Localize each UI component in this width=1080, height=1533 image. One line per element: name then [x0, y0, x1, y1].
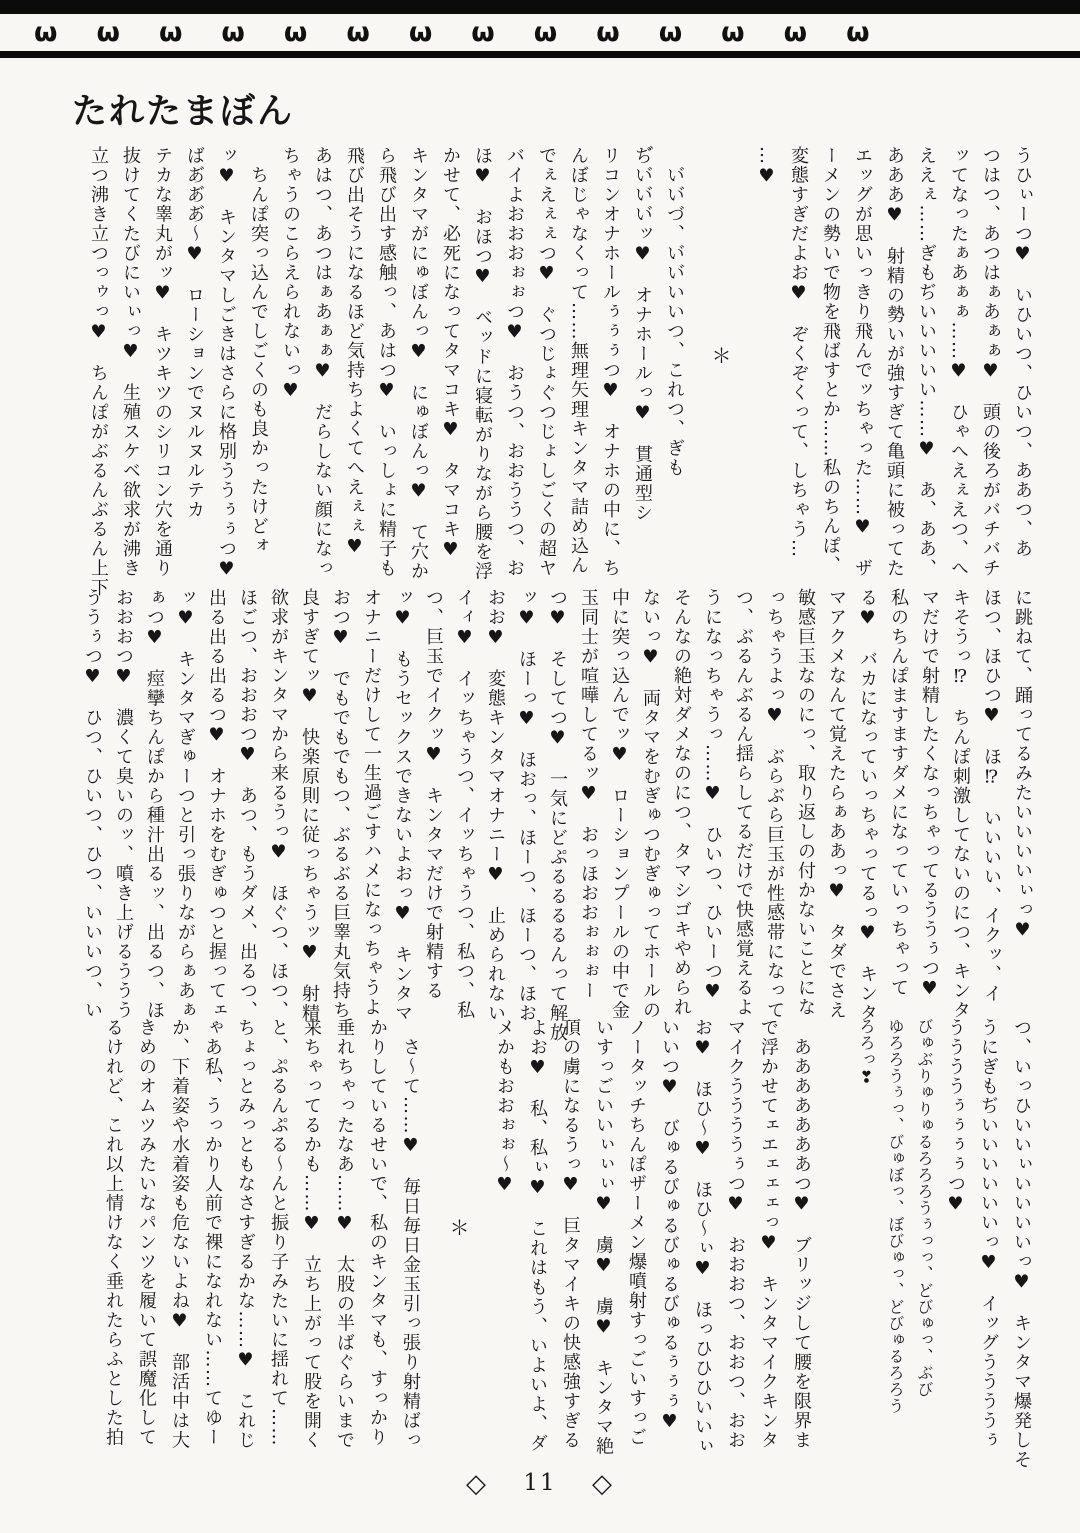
top-border-bar [0, 0, 1080, 14]
text-column: ほ♥ おほつ♥ ベッドに寝転がりながら腰を浮 [472, 146, 493, 581]
text-column: きめのオムツみたいなパンツを履いて誤魔化して [136, 1018, 157, 1447]
column-gap [818, 1018, 852, 1438]
text-column: ちょっとみっともなさすぎるかな……♥ これじ [235, 1018, 256, 1450]
text-column: るけれど、これ以上情けなく垂れたらふとした拍 [103, 1018, 124, 1447]
text-column: エッグが思いっきり飛んでッちゃった……♥ ザ [852, 146, 873, 578]
text-column: あはつ、あつはぁあぁぁ♥ だらしない顔になっ [312, 146, 333, 578]
text-block-bottom [97, 1018, 1038, 1470]
text-column: ッ♥ もうセックスできないよおっ♥ キンタマ [392, 588, 413, 1023]
text-column: つ、いっひいいぃいいいいっ♥ キンタマ爆発しそ [1011, 1018, 1032, 1470]
text-column: メかもおおぉぉ〜♥ [494, 1018, 515, 1197]
omega-ornament-icon: ω [471, 17, 495, 48]
omega-ornament-icon: ω [34, 17, 58, 48]
omega-ornament-icon: ω [221, 17, 245, 48]
text-column: テカな睾丸がッ♥ キツキツのシリコン穴を通り [152, 146, 173, 578]
header-divider-bar [0, 51, 1080, 58]
omega-ornament-icon: ω [96, 17, 120, 48]
text-block-top [82, 146, 1038, 598]
text-column: っちゃうよっ♥ ぶらぶら巨玉が性感帯になって [764, 588, 785, 1020]
text-column: おお♥ 変態キンタマオナニー♥ 止められない [485, 588, 506, 1023]
text-column: バイよおおおぉぉつ♥ おうつ、おおううつ、お [504, 146, 525, 578]
omega-ornament-icon: ω [721, 17, 745, 48]
handwritten-text-column: ろろっ❣ [857, 1018, 876, 1087]
text-column: かりしているせいで、私のキンタマも、すっかり [367, 1018, 388, 1447]
text-column: ノータッチちんぽザーメン爆噴射すっごいすっご [626, 1018, 647, 1447]
text-column: いいつ♥ びゅるびゅるびゅるびゅるぅぅぅ♥ [659, 1018, 680, 1434]
omega-ornament-icon: ω [408, 17, 433, 48]
text-column: に跳ねて、踊ってるみたいいいいぃっ♥ [1012, 588, 1033, 942]
text-column: ううううぅぅぅぅつ♥ [945, 1018, 966, 1216]
text-column: オナニーだけして一生過ごすハメになっちゃうよ [361, 588, 382, 1017]
text-column: かせて、必死になってタマコキ♥ タマコキ♥ [440, 146, 461, 562]
text-column: マだけで射精したくなっちゃってるううぅつ♥ [919, 588, 940, 1001]
text-column: ゃあ私、うっかり人前で裸になれない……てゆー [202, 1018, 223, 1447]
text-column: おおおつ♥ 濃くて臭いのッ、噴き上げるううう [113, 588, 134, 1020]
text-column: さ〜て……♥ 毎日毎日金玉引っ張り射精ばっ [400, 1018, 421, 1450]
text-column: ないっ♥ 両タマをむぎゅつむぎゅってホールの [640, 588, 661, 1020]
text-column: そんなの絶対ダメなのにつ、タマシゴキやめられ [671, 588, 692, 1017]
text-block-middle [77, 588, 1038, 1043]
text-column: キそうっ⁉ ちんぽ刺激してないのにつ、キンタ [950, 588, 971, 1020]
page-title: たれたまぼん [72, 92, 295, 131]
text-column: つ、ぶるんぶるん揺らしてるだけで快感覚えるよ [733, 588, 754, 1017]
text-column: ぁつ♥ 痙攣ちんぽから種汁出るッ、出るつ、ほ [144, 588, 165, 1020]
page-footer [0, 1469, 1080, 1499]
text-column: 私のちんぽますますダメになっていっちゃって [888, 588, 909, 998]
text-column: つ、巨玉でイクッ♥ キンタマだけで射精する [423, 588, 444, 1001]
text-column: ええぇ……ぎもぢいいいいい……♥ あ、ああ、 [916, 146, 937, 578]
text-column: 頂の虜になるうっ♥ 巨タマイキの快感強すぎる [560, 1018, 581, 1450]
text-column: ほごつ、おおおつ♥ あつ、もうダメ、出るつ、 [237, 588, 258, 1020]
text-column: で浮かせてェエェェェっ♥ キンタマイクキンタ [758, 1018, 779, 1450]
text-column: リコンオナホールぅぅぅつ♥ オナホの中に、ち [600, 146, 621, 578]
text-column: ッ♥ キンタマしごきはさらに格別ううぅぅつ♥ [216, 146, 237, 581]
text-column: 欲求がキンタマから来るうっ♥ ほぐつ、ほつ、 [268, 588, 289, 1020]
text-column: 飛び出そうになるほど気持ちよくてへえぇぇ♥ [344, 146, 365, 559]
footer-left-diamond-icon: ◇ [466, 1469, 489, 1499]
text-column: マイクううううぅつ♥ おおおつ、おおつ、おお [725, 1018, 746, 1450]
text-column: ッ♥ キンタマぎゅーつと引っ張りながらぁあぁ [175, 588, 196, 1020]
text-column: 敏感巨玉なのにっ、取り返しの付かないことにな [795, 588, 816, 1017]
text-column: か、下着姿や水着姿も危ないよね♥ 部活中は大 [169, 1018, 190, 1450]
text-column: イィ♥ イッちゃうつ、イッちゃうつ、私つ、私 [454, 588, 475, 1020]
text-column: と、ぷるんぷる〜んと振り子みたいに揺れて…… [268, 1018, 289, 1447]
text-column: ばあ゙あ゙あ゙〜♥ ローションでヌルヌルテカ [184, 146, 205, 520]
omega-row [0, 14, 1080, 51]
text-column: 玉同士が喧嘩してるッ♥ おっほおおぉぉぉー [578, 588, 599, 1001]
text-column: 中に突っ込んでッ♥ ローションプールの中で金 [609, 588, 630, 1020]
text-column: ううぅつ♥ ひつ、ひいつ、ひつ、いいいつ、い [82, 588, 103, 1020]
text-column: 抜けてくたびにいぃっ♥ 生殖スケベ欲求が沸き [120, 146, 141, 578]
text-column: マアクメなんて覚えたらぁああっ♥ タダでさえ [826, 588, 847, 1020]
omega-ornament-icon: ω [596, 17, 620, 48]
section-separator: ＊ [446, 1217, 470, 1239]
text-column: いすっごいいぃぃぃ♥ 虜♥ 虜♥ キンタマ絶 [593, 1018, 614, 1456]
handwritten-text-column: びゅぶりゅりゅるろろろうぅっっ、どびゅっ、ぶび [915, 1018, 934, 1398]
text-column: ーメンの勢いで物を飛ばすとか……私のちんぽ、 [820, 146, 841, 575]
text-column: 立つ沸き立つっゥっ♥ ちんぽがぶるんぶるん上下 [88, 146, 109, 598]
text-column: …♥ [756, 146, 777, 188]
text-column: ッてなったぁあぁぁ……♥ ひゃへえぇえつ、へ [948, 146, 969, 578]
text-column: ぢ゙い゙い゙い゙ッ♥ オナホールっ♥ 貫通型シ [632, 146, 653, 523]
text-column: キンタマがにゅぼんっ♥ にゅぼんっ♥ て穴か [408, 146, 429, 581]
text-column: あああああああつ♥ ブリッジして腰を限界ま [791, 1018, 812, 1450]
text-column: つはつ、あつはぁあぁぁ♥ 頭の後ろがバチバチ [980, 146, 1001, 578]
text-column: うになっちゃうっ……♥ ひいつ、ひいーつ♥ [702, 588, 723, 1004]
text-column: い゙い゙づ、い゙い゙いいつ、これつ、ぎも [664, 146, 685, 478]
text-column: んぼじゃなくって……無理矢理キンタマ詰め込ん [568, 146, 589, 575]
omega-ornament-icon: ω [783, 17, 808, 48]
text-column: ちんぽ突っ込んでしごくのも良かったけどォ [248, 146, 269, 556]
text-column: 変態すぎだよお♥ ぞくぞくって、しちゃう… [788, 146, 809, 559]
text-column: 良すぎてッ♥ 快楽原則に従っちゃうッ♥ 射精 [299, 588, 320, 1023]
text-column: うひぃーつ♥ いひいつ、ひいつ、ああつ、あ [1012, 146, 1033, 559]
omega-ornament-icon: ω [658, 17, 683, 48]
text-column: あああ♥ 射精の勢いが強すぎて亀頭に被ってた [884, 146, 905, 578]
text-column: ほつ、ほひつ♥ ほ⁉ いいいい、イクッ、イ [981, 588, 1002, 1004]
omega-ornament-icon: ω [283, 17, 308, 48]
text-column: よお♥ 私、私ぃ♥ これはもう、いよいよ、ダ [527, 1018, 548, 1453]
text-column: ら飛び出す感触っ、あはつ♥ いっしょに精子も [376, 146, 397, 578]
text-column: 垂れちゃったなあ……♥ 太股の半ばぐらいまで [334, 1018, 355, 1450]
text-column: つ♥ そしてつ♥ 一気にどぷるるるるんって解放 [547, 588, 568, 1043]
text-column: 出る出る出るつ♥ オナホをむぎゅつと握ってェ [206, 588, 227, 1020]
text-column: ッ♥ ほーっ♥ ほおっ、ほーつ、ほーつ、ほお [516, 588, 537, 1023]
text-column: うにぎもぢいいいいいいっ♥ イッグううううぅ [978, 1018, 999, 1450]
section-separator: ＊ [708, 345, 732, 367]
page-number: 11 [523, 1470, 557, 1496]
text-column: る♥ バカになっていっちゃってるっ♥ キンタ [857, 588, 878, 1023]
omega-ornament-icon: ω [533, 17, 558, 48]
omega-ornament-icon: ω [346, 17, 370, 48]
text-column: 来ちゃってるかも……♥ 立ち上がって股を開く [301, 1018, 322, 1450]
omega-ornament-icon: ω [158, 17, 183, 48]
handwritten-text-column: ゆろろうぅっ、びゅぼっ、ぼびゅっ、どびゅるろろう [886, 1018, 905, 1414]
footer-right-diamond-icon: ◇ [591, 1469, 614, 1499]
text-column: でぇえぇぇつ♥ ぐつじょぐつじょしごくの超ヤ [536, 146, 557, 578]
omega-ornament-icon: ω [846, 17, 870, 48]
text-column: ちゃうのこらえられないっ♥ [280, 146, 301, 403]
text-column: おつ♥ でもでもでもつ、ぶるぶる巨睾丸気持ち [330, 588, 351, 1020]
text-column: お♥ ほひ〜♥ ほひ〜ぃ♥ ほっひひひいいぃ [692, 1018, 713, 1456]
